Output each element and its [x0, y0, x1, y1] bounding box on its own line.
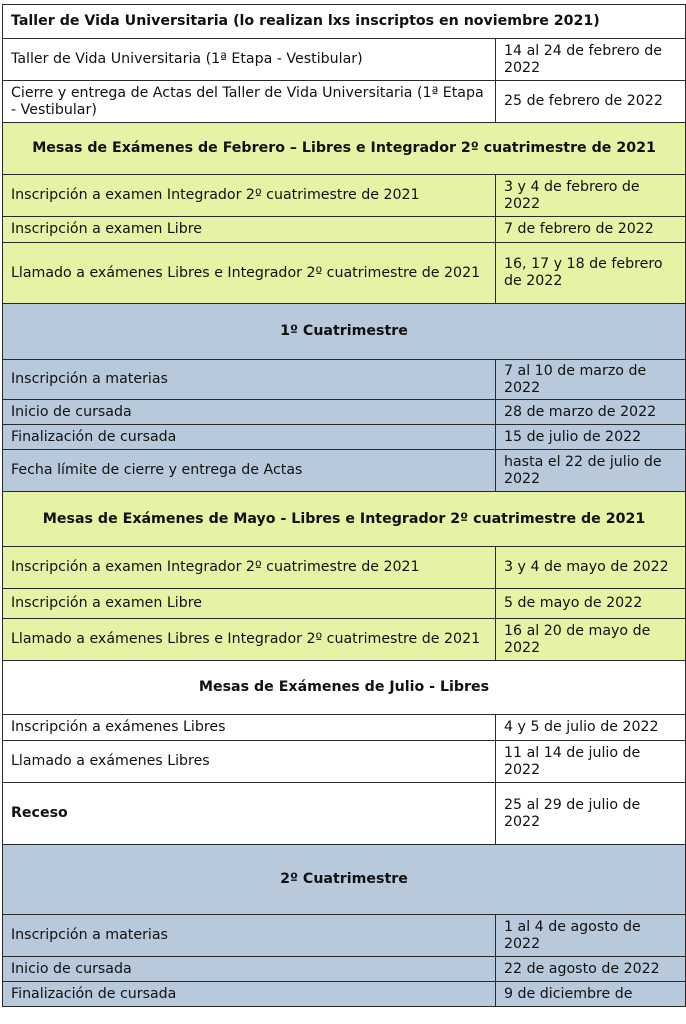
table-row: [3, 400, 686, 425]
table-row: [3, 619, 686, 661]
table-row: [3, 425, 686, 450]
table-row: [3, 741, 686, 783]
event-date: 22 de agosto de 2022: [496, 957, 686, 982]
table-row: [3, 39, 686, 81]
section-header-febrero: [3, 123, 686, 175]
event-date: 5 de mayo de 2022: [496, 589, 686, 619]
event-label: Inscripción a examen Libre: [3, 589, 496, 619]
event-date: 7 al 10 de marzo de 2022: [496, 360, 686, 400]
event-label: Llamado a exámenes Libres e Integrador 2º cuatrimestre de 2021: [3, 619, 496, 661]
event-date: 9 de diciembre de: [496, 982, 686, 1007]
table-row: [3, 915, 686, 957]
event-date: 28 de marzo de 2022: [496, 400, 686, 425]
section-header-cuatrimestre-2: [3, 845, 686, 915]
event-label: Finalización de cursada: [3, 425, 496, 450]
event-date: 14 al 24 de febrero de 2022: [496, 39, 686, 81]
event-label: Fecha límite de cierre y entrega de Actas: [3, 450, 496, 492]
event-date: 25 de febrero de 2022: [496, 81, 686, 123]
event-label: Inicio de cursada: [3, 957, 496, 982]
table-row: [3, 450, 686, 492]
table-row: [3, 81, 686, 123]
section-header-cuatrimestre-1: [3, 304, 686, 360]
event-date: 1 al 4 de agosto de 2022: [496, 915, 686, 957]
section-header-taller: [3, 5, 686, 39]
event-date: 16, 17 y 18 de febrero de 2022: [496, 243, 686, 304]
event-label: Cierre y entrega de Actas del Taller de Vida Universitaria (1ª Etapa - Vestibular): [3, 81, 496, 123]
event-label: Receso: [3, 783, 496, 845]
event-date: 15 de julio de 2022: [496, 425, 686, 450]
event-label: Inicio de cursada: [3, 400, 496, 425]
section-header-julio: [3, 661, 686, 715]
table-row: [3, 175, 686, 217]
section-title: Mesas de Exámenes de Mayo - Libres e Integrador 2º cuatrimestre de 2021: [3, 492, 686, 547]
event-label: Taller de Vida Universitaria (1ª Etapa - Vestibular): [3, 39, 496, 81]
section-title: Mesas de Exámenes de Febrero – Libres e Integrador 2º cuatrimestre de 2021: [3, 123, 686, 175]
event-date: hasta el 22 de julio de 2022: [496, 450, 686, 492]
section-title: 1º Cuatrimestre: [3, 304, 686, 360]
event-date: 7 de febrero de 2022: [496, 217, 686, 243]
event-date: 11 al 14 de julio de 2022: [496, 741, 686, 783]
table-row: [3, 243, 686, 304]
event-label: Llamado a exámenes Libres: [3, 741, 496, 783]
section-title: Taller de Vida Universitaria (lo realizan lxs inscriptos en noviembre 2021): [3, 5, 686, 39]
event-date: 3 y 4 de febrero de 2022: [496, 175, 686, 217]
table-row: [3, 217, 686, 243]
event-date: 3 y 4 de mayo de 2022: [496, 547, 686, 589]
table-row: [3, 360, 686, 400]
table-row: [3, 547, 686, 589]
table-row: [3, 783, 686, 845]
event-date: 4 y 5 de julio de 2022: [496, 715, 686, 741]
section-title: Mesas de Exámenes de Julio - Libres: [3, 661, 686, 715]
event-date: 16 al 20 de mayo de 2022: [496, 619, 686, 661]
academic-calendar-table: [2, 4, 686, 1007]
table-row: [3, 589, 686, 619]
event-label: Inscripción a examen Integrador 2º cuatrimestre de 2021: [3, 175, 496, 217]
table-row: [3, 715, 686, 741]
event-label: Inscripción a examen Integrador 2º cuatrimestre de 2021: [3, 547, 496, 589]
table-row: [3, 957, 686, 982]
event-label: Inscripción a materias: [3, 360, 496, 400]
section-title: 2º Cuatrimestre: [3, 845, 686, 915]
event-label: Finalización de cursada: [3, 982, 496, 1007]
event-label: Inscripción a materias: [3, 915, 496, 957]
event-label: Llamado a exámenes Libres e Integrador 2º cuatrimestre de 2021: [3, 243, 496, 304]
event-label: Inscripción a examen Libre: [3, 217, 496, 243]
section-header-mayo: [3, 492, 686, 547]
table-row: [3, 982, 686, 1007]
event-date: 25 al 29 de julio de 2022: [496, 783, 686, 845]
event-label: Inscripción a exámenes Libres: [3, 715, 496, 741]
